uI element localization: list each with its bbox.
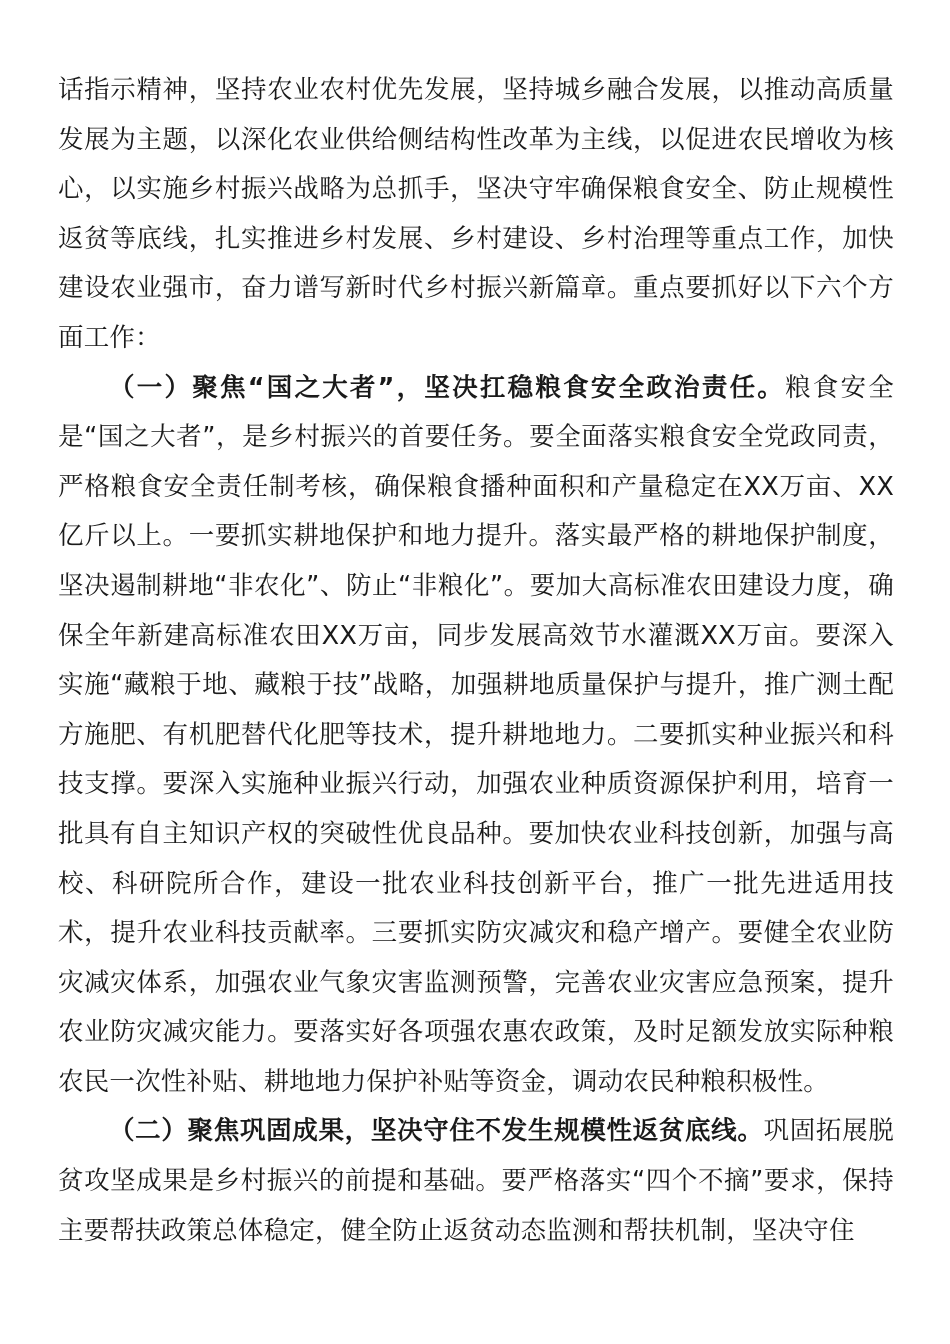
section-heading-2: （二）聚焦巩固成果，坚决守住不发生规模性返贫底线。 [109,1116,764,1147]
section-heading-1: （一）聚焦“国之大者”，坚决扛稳粮食安全政治责任。 [109,372,786,403]
paragraph-section-1 [58,364,894,1108]
paragraph-text: 巩固拓展脱贫攻坚成果是乡村振兴的前提和基础。要严格落实“四个不摘”要求，保持主要帮扶政策总体稳定，健全防止返贫动态监测和帮扶机制，坚决守住 [58,1116,894,1246]
paragraph-text: 话指示精神，坚持农业农村优先发展，坚持城乡融合发展，以推动高质量发展为主题，以深化农业供给侧结构性改革为主线，以促进农民增收为核心，以实施乡村振兴战略为总抓手，坚决守牢确保粮食安全、防止规模性返贫等底线，扎实推进乡村发展、乡村建设、乡村治理等重点工作，加快建设农业强市，奋力谱写新时代乡村振兴新篇章。重点要抓好以下六个方面工作： [58,75,894,353]
paragraph-intro [58,66,894,364]
document-body [58,66,894,1256]
paragraph-text: 粮食安全是“国之大者”，是乡村振兴的首要任务。要全面落实粮食安全党政同责，严格粮食安全责任制考核，确保粮食播种面积和产量稳定在XX万亩、XX亿斤以上。一要抓实耕地保护和地力提升。落实最严格的耕地保护制度，坚决遏制耕地“非农化”、防止“非粮化”。要加大高标准农田建设力度，确保全年新建高标准农田XX万亩，同步发展高效节水灌溉XX万亩。要深入实施“藏粮于地、藏粮于技”战略，加强耕地质量保护与提升，推广测土配方施肥、有机肥替代化肥等技术，提升耕地地力。二要抓实种业振兴和科技支撑。要深入实施种业振兴行动，加强农业种质资源保护利用，培育一批具有自主知识产权的突破性优良品种。要加快农业科技创新，加强与高校、科研院所合作，建设一批农业科技创新平台，推广一批先进适用技术，提升农业科技贡献率。三要抓实防灾减灾和稳产增产。要健全农业防灾减灾体系，加强农业气象灾害监测预警，完善农业灾害应急预案，提升农业防灾减灾能力。要落实好各项强农惠农政策，及时足额发放实际种粮农民一次性补贴、耕地地力保护补贴等资金，调动农民种粮积极性。 [58,372,894,1097]
paragraph-section-2 [58,1107,894,1256]
